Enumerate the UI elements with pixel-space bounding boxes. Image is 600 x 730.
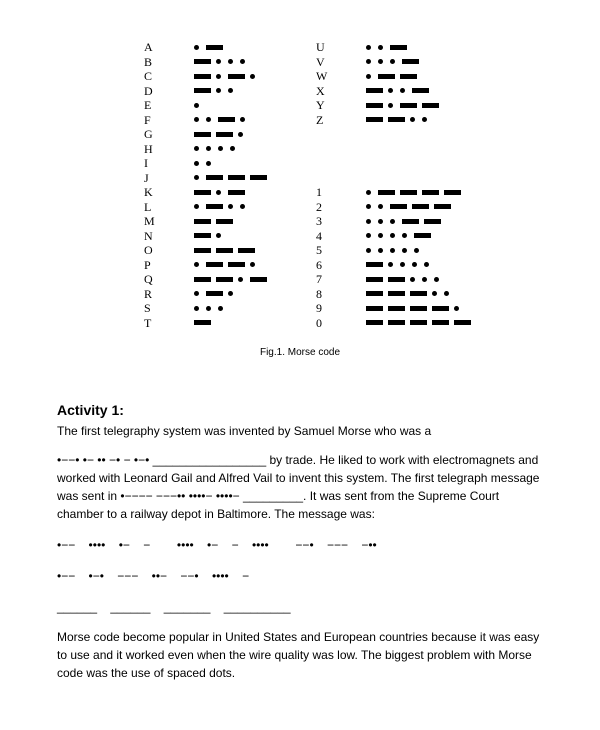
morse-dot <box>410 277 415 282</box>
morse-dash <box>388 277 405 282</box>
morse-dash <box>194 320 211 325</box>
morse-symbols <box>366 233 436 238</box>
morse-symbols <box>194 175 272 180</box>
morse-dot <box>216 190 221 195</box>
closing-paragraph: Morse code become popular in United States and European countries because it was easy to use and it worked even when the wire quality was low. The biggest problem with Morse code was the use of spaced dots. <box>57 630 540 680</box>
morse-dot <box>194 103 199 108</box>
morse-symbols <box>366 117 434 122</box>
morse-row-x <box>316 84 434 98</box>
morse-dash <box>194 59 211 64</box>
morse-dot <box>218 146 223 151</box>
morse-row-a <box>144 40 228 54</box>
morse-dash <box>250 277 267 282</box>
morse-dot <box>388 88 393 93</box>
morse-symbols <box>366 248 426 253</box>
morse-dash <box>432 306 449 311</box>
morse-dot <box>366 45 371 50</box>
morse-dot <box>216 233 221 238</box>
morse-dash <box>206 45 223 50</box>
morse-row-r <box>144 287 240 301</box>
morse-row-w <box>316 69 422 83</box>
morse-symbols <box>194 219 238 224</box>
morse-dash <box>444 190 461 195</box>
morse-dash <box>206 291 223 296</box>
morse-dash <box>228 74 245 79</box>
morse-char: P <box>144 257 151 272</box>
morse-row-v <box>316 55 424 69</box>
morse-dot <box>390 59 395 64</box>
morse-symbols <box>194 117 252 122</box>
morse-dot <box>388 103 393 108</box>
morse-row-7 <box>316 272 446 286</box>
morse-dot <box>228 59 233 64</box>
morse-dot <box>230 146 235 151</box>
morse-dash <box>390 204 407 209</box>
morse-symbols <box>194 291 240 296</box>
morse-dot <box>250 74 255 79</box>
morse-symbols <box>194 248 260 253</box>
morse-dot <box>366 190 371 195</box>
morse-symbols <box>366 204 456 209</box>
morse-symbols <box>194 161 218 166</box>
morse-dot <box>432 291 437 296</box>
morse-dot <box>228 88 233 93</box>
morse-dot <box>216 59 221 64</box>
morse-dot <box>366 248 371 253</box>
morse-dash <box>422 103 439 108</box>
morse-dash <box>434 204 451 209</box>
morse-dash <box>410 291 427 296</box>
morse-dash <box>194 219 211 224</box>
morse-dot <box>216 74 221 79</box>
morse-dot <box>366 219 371 224</box>
morse-dash <box>366 320 383 325</box>
morse-dash <box>402 219 419 224</box>
morse-dot <box>366 59 371 64</box>
morse-dash <box>432 320 449 325</box>
morse-row-3 <box>316 214 446 228</box>
morse-dot <box>378 204 383 209</box>
morse-char: H <box>144 141 153 156</box>
morse-dash <box>424 219 441 224</box>
morse-row-i <box>144 156 218 170</box>
morse-dot <box>422 117 427 122</box>
morse-dot <box>218 306 223 311</box>
morse-dot <box>240 204 245 209</box>
morse-row-n <box>144 229 228 243</box>
morse-code-chart <box>130 40 490 340</box>
morse-dash <box>216 277 233 282</box>
morse-dash <box>402 59 419 64</box>
morse-dash <box>194 277 211 282</box>
morse-dot <box>194 175 199 180</box>
morse-symbols <box>366 88 434 93</box>
morse-dot <box>206 161 211 166</box>
morse-row-h <box>144 142 242 156</box>
morse-char: 1 <box>316 185 322 199</box>
morse-dot <box>378 45 383 50</box>
morse-dash <box>400 190 417 195</box>
morse-dash <box>218 117 235 122</box>
morse-char: 8 <box>316 286 322 301</box>
morse-dot <box>238 132 243 137</box>
morse-char: I <box>144 156 148 170</box>
morse-symbols <box>194 88 240 93</box>
morse-row-9 <box>316 301 466 315</box>
figure-caption: Fig.1. Morse code <box>259 347 341 358</box>
morse-dot <box>402 248 407 253</box>
morse-row-p <box>144 258 262 272</box>
morse-dot <box>240 117 245 122</box>
morse-dash <box>194 132 211 137</box>
morse-dash <box>206 175 223 180</box>
morse-dash <box>216 132 233 137</box>
morse-dash <box>378 74 395 79</box>
morse-char: V <box>316 54 325 69</box>
morse-dash <box>228 262 245 267</box>
morse-row-j <box>144 171 272 185</box>
morse-char: 0 <box>316 315 322 330</box>
morse-row-e <box>144 98 206 112</box>
morse-dash <box>216 219 233 224</box>
morse-dot <box>434 277 439 282</box>
morse-symbols <box>194 277 272 282</box>
morse-char: 6 <box>316 257 322 272</box>
morse-dot <box>194 262 199 267</box>
morse-symbols <box>366 219 446 224</box>
morse-dot <box>378 233 383 238</box>
morse-dash <box>410 306 427 311</box>
morse-row-q <box>144 272 272 286</box>
morse-row-m <box>144 214 238 228</box>
morse-symbols <box>194 306 230 311</box>
morse-symbols <box>194 103 206 108</box>
morse-row-b <box>144 55 252 69</box>
morse-dot <box>206 146 211 151</box>
morse-symbols <box>194 74 262 79</box>
morse-dot <box>194 161 199 166</box>
morse-symbols <box>194 190 250 195</box>
morse-dot <box>402 233 407 238</box>
morse-dot <box>228 204 233 209</box>
morse-dash <box>400 103 417 108</box>
morse-row-z <box>316 113 434 127</box>
morse-dot <box>422 277 427 282</box>
morse-dash <box>378 190 395 195</box>
morse-symbols <box>194 45 228 50</box>
morse-dot <box>216 88 221 93</box>
morse-symbols <box>194 320 216 325</box>
morse-dash <box>412 88 429 93</box>
morse-dash <box>206 262 223 267</box>
answer-blanks: ______ ______ _______ __________ <box>57 600 291 614</box>
morse-dash <box>366 291 383 296</box>
morse-row-5 <box>316 243 426 257</box>
morse-dash <box>238 248 255 253</box>
morse-char: D <box>144 83 153 98</box>
morse-char: R <box>144 286 153 301</box>
morse-dot <box>444 291 449 296</box>
morse-symbols <box>366 291 456 296</box>
morse-dot <box>390 248 395 253</box>
morse-symbols <box>366 262 436 267</box>
morse-dash <box>250 175 267 180</box>
morse-dot <box>400 262 405 267</box>
morse-symbols <box>194 204 252 209</box>
morse-symbols <box>366 190 466 195</box>
morse-char: L <box>144 199 152 214</box>
morse-dash <box>216 248 233 253</box>
morse-dash <box>390 45 407 50</box>
morse-dash <box>206 204 223 209</box>
morse-dot <box>390 233 395 238</box>
morse-row-f <box>144 113 252 127</box>
morse-dot <box>194 45 199 50</box>
morse-dash <box>388 117 405 122</box>
morse-char: Z <box>316 112 324 127</box>
morse-dash <box>366 88 383 93</box>
morse-row-y <box>316 98 444 112</box>
morse-char: G <box>144 127 153 141</box>
morse-char: S <box>144 301 151 315</box>
morse-row-s <box>144 301 230 315</box>
morse-char: A <box>144 40 153 54</box>
morse-char: E <box>144 98 152 112</box>
morse-row-g <box>144 127 250 141</box>
morse-char: U <box>316 40 325 54</box>
morse-char: N <box>144 228 153 243</box>
morse-dash <box>366 277 383 282</box>
morse-message-line-2: •−− •−• −−− ••− −−• •••• − <box>57 569 250 583</box>
morse-symbols <box>366 277 446 282</box>
morse-dash <box>412 204 429 209</box>
morse-row-2 <box>316 200 456 214</box>
morse-dot <box>378 59 383 64</box>
morse-char: B <box>144 54 153 69</box>
morse-dot <box>378 219 383 224</box>
morse-dot <box>412 262 417 267</box>
morse-dash <box>194 233 211 238</box>
morse-char: F <box>144 112 151 127</box>
morse-dot <box>194 291 199 296</box>
morse-char: Q <box>144 272 153 286</box>
morse-char: 5 <box>316 243 322 257</box>
morse-dot <box>390 219 395 224</box>
morse-char: T <box>144 315 152 330</box>
morse-dash <box>194 88 211 93</box>
morse-row-u <box>316 40 412 54</box>
morse-symbols <box>194 59 252 64</box>
morse-row-o <box>144 243 260 257</box>
morse-message-line-1: •−− •••• •− − •••• •− − •••• −−• −−− −•• <box>57 538 377 552</box>
morse-row-k <box>144 185 250 199</box>
morse-symbols <box>366 74 422 79</box>
morse-char: 7 <box>316 272 322 286</box>
morse-char: Y <box>316 98 325 112</box>
morse-char: 4 <box>316 228 322 243</box>
morse-symbols <box>194 262 262 267</box>
morse-dash <box>414 233 431 238</box>
morse-row-l <box>144 200 252 214</box>
morse-dot <box>240 59 245 64</box>
morse-dot <box>366 74 371 79</box>
morse-dot <box>424 262 429 267</box>
morse-dot <box>228 291 233 296</box>
morse-char: W <box>316 69 328 83</box>
morse-dot <box>194 117 199 122</box>
morse-row-8 <box>316 287 456 301</box>
morse-symbols <box>366 306 466 311</box>
morse-dot <box>414 248 419 253</box>
morse-dot <box>366 233 371 238</box>
activity-title: Activity 1: <box>57 402 124 418</box>
morse-dash <box>366 117 383 122</box>
morse-dot <box>454 306 459 311</box>
morse-dot <box>194 204 199 209</box>
morse-dot <box>206 306 211 311</box>
morse-row-t <box>144 316 216 330</box>
morse-row-0 <box>316 316 476 330</box>
morse-char: J <box>144 170 149 185</box>
morse-dash <box>400 74 417 79</box>
morse-dot <box>400 88 405 93</box>
morse-dot <box>206 117 211 122</box>
morse-dash <box>366 103 383 108</box>
morse-symbols <box>194 233 228 238</box>
morse-row-4 <box>316 229 436 243</box>
morse-char: X <box>316 83 325 98</box>
activity-paragraph: •−−• •− •• −• − •−• _________________ by trade. He liked to work with electromagnets and worked with Leonard Gail and Alfred Vail to invent this system. The first telegraph message was sent in •−−−− −−−•• ••••− ••••− _________. It was sent from the Supreme Court chamber to a railway depot in Baltimore. The message was: <box>57 453 540 521</box>
morse-dash <box>228 190 245 195</box>
morse-dot <box>378 248 383 253</box>
activity-intro: The first telegraphy system was invented by Samuel Morse who was a <box>57 424 432 438</box>
morse-dash <box>228 175 245 180</box>
morse-char: K <box>144 185 153 199</box>
morse-dash <box>366 262 383 267</box>
morse-dash <box>422 190 439 195</box>
morse-char: O <box>144 243 153 257</box>
morse-row-c <box>144 69 262 83</box>
morse-dot <box>194 146 199 151</box>
morse-symbols <box>366 59 424 64</box>
morse-dot <box>250 262 255 267</box>
morse-char: C <box>144 69 153 83</box>
morse-char: M <box>144 214 155 228</box>
morse-dash <box>194 74 211 79</box>
morse-dash <box>194 190 211 195</box>
morse-row-6 <box>316 258 436 272</box>
morse-dash <box>388 291 405 296</box>
morse-dash <box>366 306 383 311</box>
morse-dash <box>410 320 427 325</box>
morse-char: 9 <box>316 301 322 315</box>
morse-dash <box>388 320 405 325</box>
morse-dash <box>388 306 405 311</box>
morse-dash <box>194 248 211 253</box>
morse-char: 3 <box>316 214 322 228</box>
morse-symbols <box>366 103 444 108</box>
morse-row-1 <box>316 185 466 199</box>
morse-dot <box>238 277 243 282</box>
morse-symbols <box>366 45 412 50</box>
morse-dot <box>366 204 371 209</box>
morse-dot <box>388 262 393 267</box>
morse-symbols <box>366 320 476 325</box>
morse-symbols <box>194 146 242 151</box>
morse-char: 2 <box>316 199 322 214</box>
morse-dash <box>454 320 471 325</box>
morse-dot <box>410 117 415 122</box>
morse-symbols <box>194 132 250 137</box>
morse-dot <box>194 306 199 311</box>
morse-row-d <box>144 84 240 98</box>
